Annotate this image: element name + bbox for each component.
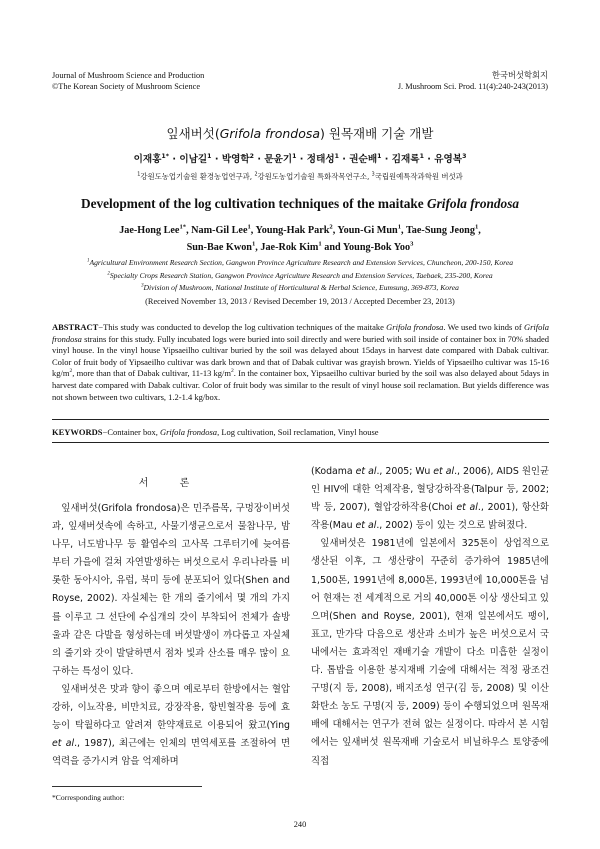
body-column-right — [311, 463, 549, 771]
abstract-label: ABSTRACT — [52, 322, 99, 332]
author-ko: 문윤기$^1$ — [264, 152, 297, 165]
footnote-divider — [52, 786, 202, 787]
journal-name: Journal of Mushroom Science and Production — [52, 71, 205, 80]
divider-bottom — [52, 442, 549, 443]
author-en: Sun-Bae Kwon$^1$, — [186, 240, 261, 253]
keywords-label: KEYWORDS — [52, 427, 103, 437]
author-ko: 유영복$^3$ — [434, 152, 467, 165]
section-heading-introduction: 서 론 — [138, 478, 204, 489]
author-en: Young-Hak Park$^2$, — [255, 223, 338, 236]
author-ko: 이남길$^1$ — [179, 152, 212, 165]
korean-authors: 이재홍$^{1*}$ · 이남길$^1$ · 박영학$^2$ · 문윤기$^1$ · 정태성$^1$ · 권순배$^1$ · 김재록$^1$ · 유영복$^3$ — [133, 152, 467, 165]
body-column-left — [52, 500, 290, 771]
page-number: 240 — [293, 820, 307, 829]
korean-title: 잎새버섯(Grifola frondosa) 원목재배 기술 개발 — [166, 126, 434, 141]
author-en: Tae-Sung Jeong$^1$, — [405, 223, 481, 236]
paragraph: 잎새버섯은 맛과 향이 좋으며 예로부터 한방에서는 혈압강하, 이뇨작용, 비만치료, 강장작용, 항빈혈작용 등에 효능이 탁월하다고 알려져 한약재료로 이용되어 왔고(Ying et al., 1987), 최근에는 인체의 면역세포를 조절하여 면역력을 증가시켜 암을 억제하며 — [52, 683, 291, 768]
korean-affiliations: $^1$강원도농업기술원 환경농업연구과, $^2$강원도농업기술원 특화작목연구소, $^3$국립원예특작과학원 버섯과 — [137, 172, 463, 181]
author-en: Nam-Gil Lee$^1$, — [191, 223, 256, 236]
journal-header-right — [398, 70, 548, 92]
author-ko: 김재록$^1$ — [391, 152, 424, 165]
paragraph: 잎새버섯(Grifola frondosa)은 민주름목, 구멍장이버섯과, 잎새버섯속에 속하고, 사물기생균으로서 물참나무, 밤나무, 너도밤나무 등 활엽수의 고사목 그루터기에 늦여름부터 가을에 걸쳐 자연발생하는 버섯으로서 우리나라를 비롯한 동아시아, 유럽, 북미 등에 분포되어 있다(Shen and Royse, 2002). 자실체는 한 개의 줄기에서 몇 개의 가지를 이루고 그 선단에 수십개의 갓이 부착되어 전체가 솔방울과 같은 다발을 형성하는데 버섯발생이 까다롭고 자실체의 줄기와 갓이 발달하면서 점차 빛과 산소를 매우 많이 요구하는 특성이 있다. — [52, 503, 290, 677]
english-authors — [40, 222, 560, 256]
abstract: ABSTRACT−This study was conducted to develop the log cultivation techniques of the maitake Grifola frondosa. We used two kinds of Grifola frondosa strains for this study. Fully incubated logs were buried into soil directly and were buried with soil inside of container box in 70% shaded vinyl house. In the vinyl house Yipsaeilho cultivar buried by the soil was delayed about 15days in harvest date compared with Dabak cultivar. Color of fruit body of Yipsaeilho cultivar was dark brown and that of Dabak cultivar was grayish brown. Yields of Yipsaeilho cultivar was 15-16 $kg/m^2$, more than that of Dabak cultivar, 11-13 $kg/m^2$. In the container box, Yipsaeilho cultivar buried by the soil was also delayed about 5days in harvest date compared with Dabak cultivar. Color of fruit body was similar to the result of vinyl house soil reclamation. But yields difference was not shown between two cultivars, 1.2-1.4 kg/box. — [52, 322, 550, 402]
society-copyright: ©The Korean Society of Mushroom Science — [52, 82, 201, 91]
affiliation-line: $^3$Division of Mushroom, National Institute of Horticultural & Herbal Science, Eumsung, 369-873, Korea — [141, 283, 459, 292]
journal-header-left — [52, 70, 204, 92]
english-affiliations — [40, 257, 560, 295]
author-en: Youn-Gi Mun$^1$, — [337, 223, 406, 236]
journal-citation: J. Mushroom Sci. Prod. 11(4):240-243(2013) — [397, 82, 548, 91]
author-en: Jae-Rok Kim$^1$ and — [260, 240, 343, 253]
received-dates: (Received November 13, 2013 / Revised December 19, 2013 / Accepted December 23, 2013) — [145, 297, 455, 306]
keywords: KEYWORDS−Container box, Grifola frondosa, Log cultivation, Soil reclamation, Vinyl house — [52, 427, 379, 437]
affiliation-line: $^2$Specialty Crops Research Station, Gangwon Province Agriculture Research and Extension Services, Taebaek, 235-200, Korea — [107, 270, 493, 280]
paragraph: (Kodama et al., 2005; Wu et al., 2006), AIDS 원인균인 HIV에 대한 억제작용, 혈당강하작용(Talpur 등, 2002; 박 등, 2007), 혈압강하작용(Choi et al., 2001), 항산화작용(Mau et al., 2002) 등이 있는 것으로 밝혀졌다. — [311, 466, 550, 532]
author-ko: 이재홍$^{1*}$ — [133, 152, 170, 165]
author-ko: 권순배$^1$ — [349, 152, 382, 165]
author-en: Young-Bok Yoo$^3$ — [342, 240, 414, 253]
author-ko: 정태성$^1$ — [306, 152, 339, 165]
paragraph: 잎새버섯은 1981년에 일본에서 325톤이 상업적으로 생산된 이후, 그 생산량이 꾸준히 증가하여 1985년에 1,500톤, 1991년에 8,000톤, 1993년에 10,000톤을 넘어 현재는 전 세계적으로 거의 40,000톤 이상 생산되고 있으며(Shen and Royse, 2001), 현재 일본에서도 팽이, 표고, 만가닥 다음으로 생산과 소비가 높은 버섯으로서 국내에서는 효과적인 재배기술 개발이 다소 미흡한 실정이다. 톱밥을 이용한 봉지재배 기술에 대해서는 적정 광조건 구명(지 등, 2008), 배지조성 연구(김 등, 2008) 및 이산화탄소 농도 구명(지 등, 2009) 등이 수행되었으며 원목재배에 대해서는 연구가 전혀 없는 실정이다. 따라서 본 시험에서는 잎새버섯 원목재배 기술로서 비닐하우스 토양중에 직접 — [311, 538, 549, 767]
author-ko: 박영학$^2$ — [221, 152, 254, 165]
corresponding-author-footnote: *Corresponding author: — [52, 793, 125, 802]
author-en: Jae-Hong Lee$^{1*}$, — [119, 223, 192, 236]
english-title: Development of the log cultivation techniques of the maitake Grifola frondosa — [80, 196, 520, 211]
journal-name-korean: 한국버섯학회지 — [491, 71, 548, 80]
divider-top — [52, 419, 549, 420]
affiliation-line: $^1$Agricultural Environment Research Section, Gangwon Province Agriculture Research and Extension Services, Chuncheon, 200-150, Korea — [86, 258, 513, 267]
